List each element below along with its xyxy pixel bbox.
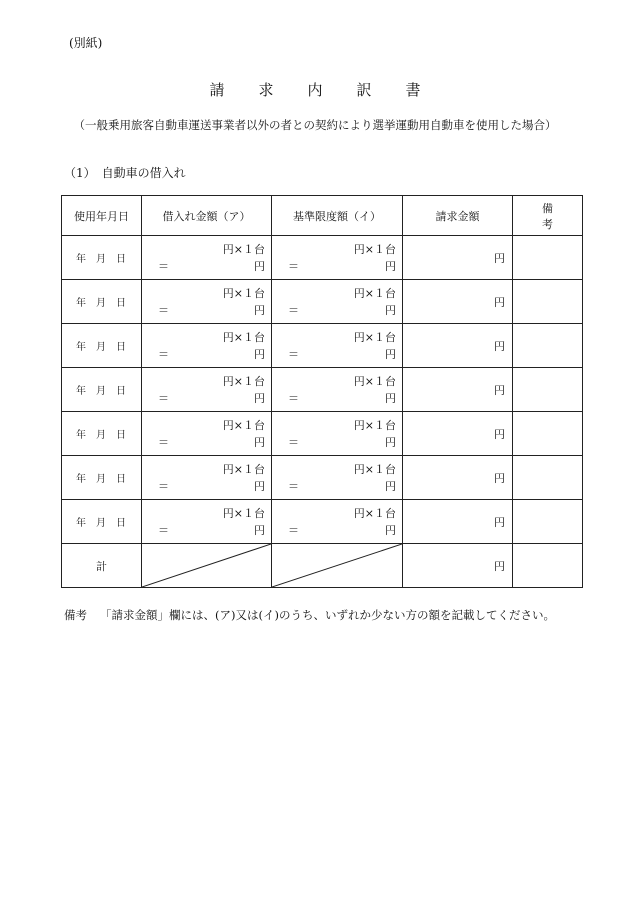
- limit-amount-cell[interactable]: [272, 500, 403, 544]
- unit-label: 円×１台: [222, 287, 265, 300]
- year-label: 年: [76, 518, 87, 529]
- equals-sign: ＝: [158, 436, 169, 449]
- yen-label: 円: [494, 295, 505, 309]
- limit-amount-cell[interactable]: [272, 368, 403, 412]
- document-title: 請求内訳書: [209, 81, 455, 99]
- yen-label: 円: [385, 260, 396, 273]
- request-amount-cell[interactable]: [403, 280, 513, 324]
- equals-sign: ＝: [288, 480, 299, 493]
- equals-sign: ＝: [288, 392, 299, 405]
- rent-amount-cell[interactable]: [142, 236, 272, 280]
- unit-label: 円×１台: [353, 287, 396, 300]
- equals-sign: ＝: [158, 260, 169, 273]
- day-label: 日: [116, 430, 127, 441]
- day-label: 日: [116, 254, 127, 265]
- request-amount-cell[interactable]: [403, 500, 513, 544]
- request-amount-cell[interactable]: [403, 368, 513, 412]
- rent-amount-cell[interactable]: [142, 368, 272, 412]
- yen-label: 円: [254, 392, 265, 405]
- table-row: [62, 368, 583, 412]
- unit-label: 円×１台: [222, 375, 265, 388]
- year-label: 年: [76, 254, 87, 265]
- date-cell[interactable]: [62, 280, 142, 324]
- header-remarks: 備考: [513, 196, 583, 236]
- request-amount-cell[interactable]: [403, 412, 513, 456]
- year-label: 年: [76, 430, 87, 441]
- equals-sign: ＝: [288, 524, 299, 537]
- rent-amount-cell[interactable]: [142, 280, 272, 324]
- yen-label: 円: [494, 515, 505, 529]
- rent-amount-cell[interactable]: [142, 456, 272, 500]
- month-label: 月: [96, 298, 107, 309]
- rent-amount-cell[interactable]: [142, 500, 272, 544]
- total-remarks-cell[interactable]: [513, 544, 583, 588]
- limit-amount-cell[interactable]: [272, 324, 403, 368]
- unit-label: 円×１台: [353, 419, 396, 432]
- header-request-amount: 請求金額: [403, 196, 513, 236]
- yen-label: 円: [254, 480, 265, 493]
- day-label: 日: [116, 342, 127, 353]
- document-subtitle: （一般乗用旅客自動車運送事業者以外の者との契約により選挙運動用自動車を使用した場合）: [73, 118, 557, 132]
- day-label: 日: [116, 518, 127, 529]
- rent-amount-cell[interactable]: [142, 412, 272, 456]
- remark-note: [64, 607, 555, 623]
- yen-label: 円: [254, 524, 265, 537]
- total-limit-blank: [272, 544, 403, 588]
- date-cell[interactable]: [62, 500, 142, 544]
- yen-label: 円: [494, 471, 505, 485]
- unit-label: 円×１台: [222, 243, 265, 256]
- year-label: 年: [76, 386, 87, 397]
- table-row: [62, 412, 583, 456]
- request-amount-cell[interactable]: [403, 456, 513, 500]
- yen-label: 円: [494, 339, 505, 353]
- invoice-table: [61, 195, 583, 588]
- limit-amount-cell[interactable]: [272, 456, 403, 500]
- day-label: 日: [116, 386, 127, 397]
- limit-amount-cell[interactable]: [272, 412, 403, 456]
- yen-label: 円: [385, 348, 396, 361]
- yen-label: 円: [385, 392, 396, 405]
- limit-amount-cell[interactable]: [272, 280, 403, 324]
- total-request-amount-cell[interactable]: [403, 544, 513, 588]
- equals-sign: ＝: [158, 348, 169, 361]
- table-row: [62, 236, 583, 280]
- unit-label: 円×１台: [353, 243, 396, 256]
- year-label: 年: [76, 474, 87, 485]
- table-row: [62, 324, 583, 368]
- header-limit-amount: 基準限度額（イ）: [272, 196, 403, 236]
- equals-sign: ＝: [158, 480, 169, 493]
- unit-label: 円×１台: [222, 331, 265, 344]
- remarks-cell[interactable]: [513, 456, 583, 500]
- rent-amount-cell[interactable]: [142, 324, 272, 368]
- date-cell[interactable]: [62, 324, 142, 368]
- remarks-cell[interactable]: [513, 236, 583, 280]
- table-row: [62, 500, 583, 544]
- remarks-cell[interactable]: [513, 500, 583, 544]
- yen-label: 円: [494, 251, 505, 265]
- equals-sign: ＝: [288, 436, 299, 449]
- month-label: 月: [96, 430, 107, 441]
- year-label: 年: [76, 342, 87, 353]
- remarks-cell[interactable]: [513, 368, 583, 412]
- yen-label: 円: [385, 436, 396, 449]
- yen-label: 円: [254, 260, 265, 273]
- attachment-note: (別紙): [69, 36, 103, 50]
- month-label: 月: [96, 518, 107, 529]
- table-row: [62, 280, 583, 324]
- section-heading: （1） 自動車の借入れ: [64, 166, 186, 180]
- header-rent-amount: 借入れ金額（ア）: [142, 196, 272, 236]
- equals-sign: ＝: [288, 260, 299, 273]
- unit-label: 円×１台: [353, 331, 396, 344]
- unit-label: 円×１台: [222, 419, 265, 432]
- equals-sign: ＝: [158, 524, 169, 537]
- month-label: 月: [96, 342, 107, 353]
- limit-amount-cell[interactable]: [272, 236, 403, 280]
- yen-label: 円: [254, 348, 265, 361]
- equals-sign: ＝: [288, 304, 299, 317]
- date-cell[interactable]: [62, 236, 142, 280]
- diagonal-line: [272, 544, 402, 587]
- remark-text: 「請求金額」欄には、(ア)又は(イ)のうち、いずれか少ない方の額を記載してください。: [100, 608, 555, 622]
- table-row: [62, 456, 583, 500]
- equals-sign: ＝: [158, 304, 169, 317]
- remarks-cell[interactable]: [513, 280, 583, 324]
- yen-label: 円: [385, 524, 396, 537]
- unit-label: 円×１台: [353, 507, 396, 520]
- header-date: 使用年月日: [62, 196, 142, 236]
- day-label: 日: [116, 474, 127, 485]
- yen-label: 円: [254, 436, 265, 449]
- month-label: 月: [96, 254, 107, 265]
- diagonal-line: [142, 544, 271, 587]
- total-row: [62, 544, 583, 588]
- yen-label: 円: [494, 383, 505, 397]
- remark-label: 備考: [64, 608, 87, 622]
- yen-label: 円: [494, 427, 505, 441]
- header-row: [62, 196, 583, 236]
- yen-label: 円: [254, 304, 265, 317]
- total-label: 計: [62, 544, 142, 588]
- unit-label: 円×１台: [222, 507, 265, 520]
- request-amount-cell[interactable]: [403, 324, 513, 368]
- yen-label: 円: [494, 559, 505, 573]
- remarks-cell[interactable]: [513, 324, 583, 368]
- remarks-cell[interactable]: [513, 412, 583, 456]
- yen-label: 円: [385, 480, 396, 493]
- month-label: 月: [96, 474, 107, 485]
- equals-sign: ＝: [288, 348, 299, 361]
- date-cell[interactable]: [62, 368, 142, 412]
- month-label: 月: [96, 386, 107, 397]
- date-cell[interactable]: [62, 412, 142, 456]
- request-amount-cell[interactable]: [403, 236, 513, 280]
- year-label: 年: [76, 298, 87, 309]
- unit-label: 円×１台: [222, 463, 265, 476]
- equals-sign: ＝: [158, 392, 169, 405]
- yen-label: 円: [385, 304, 396, 317]
- unit-label: 円×１台: [353, 375, 396, 388]
- unit-label: 円×１台: [353, 463, 396, 476]
- date-cell[interactable]: [62, 456, 142, 500]
- day-label: 日: [116, 298, 127, 309]
- total-rent-blank: [142, 544, 272, 588]
